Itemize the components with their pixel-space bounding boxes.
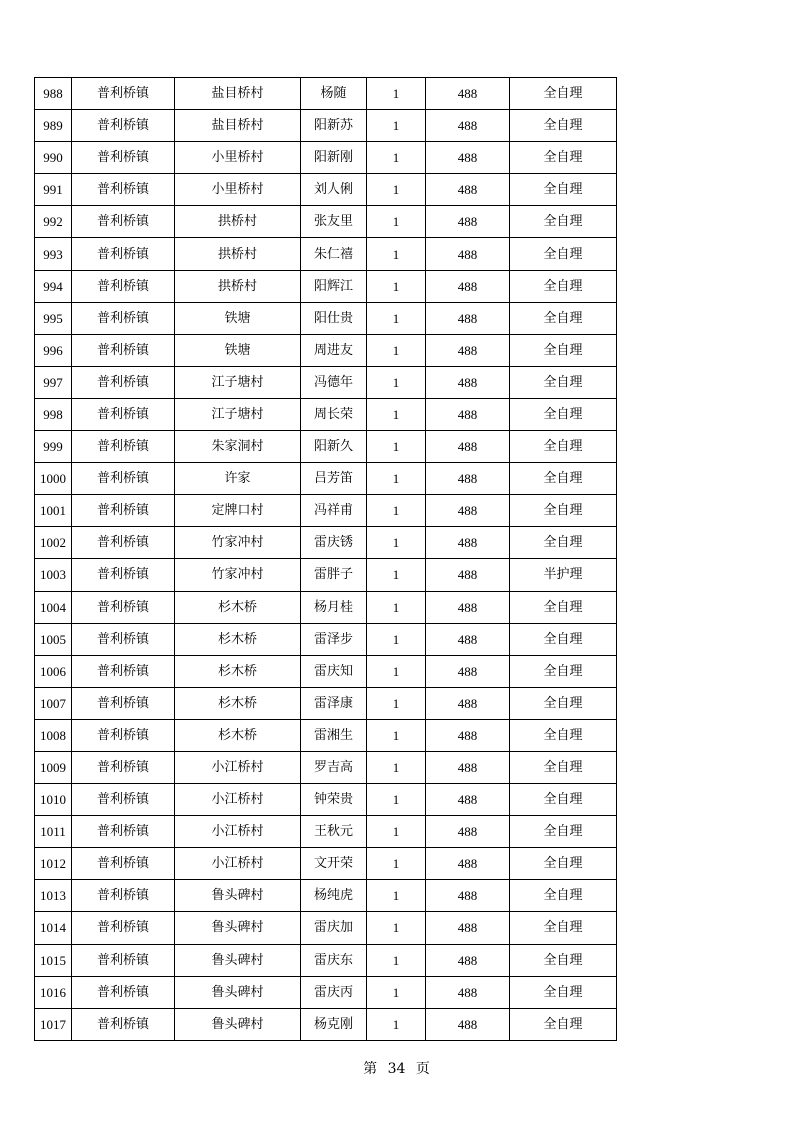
township-cell: 普利桥镇 (72, 848, 175, 880)
care-type-cell: 全自理 (510, 719, 617, 751)
township-cell: 普利桥镇 (72, 944, 175, 976)
row-index-cell: 1014 (35, 912, 72, 944)
care-type-cell: 全自理 (510, 687, 617, 719)
name-cell: 杨月桂 (301, 591, 367, 623)
row-index-cell: 999 (35, 431, 72, 463)
township-cell: 普利桥镇 (72, 431, 175, 463)
amount-cell: 488 (426, 687, 510, 719)
village-cell: 竹家冲村 (175, 559, 301, 591)
amount-cell: 488 (426, 591, 510, 623)
table-row (35, 142, 617, 174)
row-index-cell: 1016 (35, 976, 72, 1008)
name-cell: 冯德年 (301, 366, 367, 398)
count-cell: 1 (367, 751, 426, 783)
village-cell: 鲁头碑村 (175, 880, 301, 912)
name-cell: 冯祥甫 (301, 495, 367, 527)
township-cell: 普利桥镇 (72, 366, 175, 398)
row-index-cell: 1006 (35, 655, 72, 687)
name-cell: 王秋元 (301, 816, 367, 848)
village-cell: 杉木桥 (175, 623, 301, 655)
name-cell: 雷湘生 (301, 719, 367, 751)
care-type-cell: 全自理 (510, 366, 617, 398)
village-cell: 许家 (175, 463, 301, 495)
name-cell: 杨随 (301, 78, 367, 110)
table-row (35, 270, 617, 302)
village-cell: 铁塘 (175, 302, 301, 334)
township-cell: 普利桥镇 (72, 1008, 175, 1040)
table-row (35, 848, 617, 880)
name-cell: 阳仕贵 (301, 302, 367, 334)
count-cell: 1 (367, 912, 426, 944)
table-row (35, 495, 617, 527)
amount-cell: 488 (426, 142, 510, 174)
row-index-cell: 990 (35, 142, 72, 174)
name-cell: 雷庆东 (301, 944, 367, 976)
footer-suffix: 页 (415, 1061, 430, 1077)
count-cell: 1 (367, 238, 426, 270)
township-cell: 普利桥镇 (72, 880, 175, 912)
row-index-cell: 1010 (35, 784, 72, 816)
amount-cell: 488 (426, 527, 510, 559)
table-row (35, 912, 617, 944)
count-cell: 1 (367, 880, 426, 912)
amount-cell: 488 (426, 880, 510, 912)
count-cell: 1 (367, 591, 426, 623)
township-cell: 普利桥镇 (72, 78, 175, 110)
table-row (35, 463, 617, 495)
amount-cell: 488 (426, 174, 510, 206)
care-type-cell: 半护理 (510, 559, 617, 591)
table-body (35, 78, 617, 1041)
table-row (35, 174, 617, 206)
table-row (35, 559, 617, 591)
township-cell: 普利桥镇 (72, 751, 175, 783)
care-type-cell: 全自理 (510, 174, 617, 206)
village-cell: 小江桥村 (175, 816, 301, 848)
care-type-cell: 全自理 (510, 527, 617, 559)
name-cell: 雷泽康 (301, 687, 367, 719)
row-index-cell: 993 (35, 238, 72, 270)
amount-cell: 488 (426, 495, 510, 527)
village-cell: 盐目桥村 (175, 78, 301, 110)
count-cell: 1 (367, 623, 426, 655)
village-cell: 江子塘村 (175, 398, 301, 430)
table-row (35, 527, 617, 559)
name-cell: 朱仁禧 (301, 238, 367, 270)
row-index-cell: 998 (35, 398, 72, 430)
care-type-cell: 全自理 (510, 334, 617, 366)
table-row (35, 880, 617, 912)
count-cell: 1 (367, 302, 426, 334)
village-cell: 小江桥村 (175, 848, 301, 880)
amount-cell: 488 (426, 912, 510, 944)
village-cell: 鲁头碑村 (175, 976, 301, 1008)
row-index-cell: 996 (35, 334, 72, 366)
row-index-cell: 1007 (35, 687, 72, 719)
amount-cell: 488 (426, 78, 510, 110)
count-cell: 1 (367, 78, 426, 110)
row-index-cell: 1013 (35, 880, 72, 912)
township-cell: 普利桥镇 (72, 719, 175, 751)
row-index-cell: 1000 (35, 463, 72, 495)
name-cell: 雷胖子 (301, 559, 367, 591)
count-cell: 1 (367, 463, 426, 495)
amount-cell: 488 (426, 270, 510, 302)
table-row (35, 206, 617, 238)
count-cell: 1 (367, 527, 426, 559)
row-index-cell: 1011 (35, 816, 72, 848)
name-cell: 雷泽步 (301, 623, 367, 655)
name-cell: 罗吉高 (301, 751, 367, 783)
count-cell: 1 (367, 559, 426, 591)
township-cell: 普利桥镇 (72, 142, 175, 174)
township-cell: 普利桥镇 (72, 174, 175, 206)
township-cell: 普利桥镇 (72, 302, 175, 334)
row-index-cell: 989 (35, 110, 72, 142)
name-cell: 雷庆丙 (301, 976, 367, 1008)
table-row (35, 976, 617, 1008)
township-cell: 普利桥镇 (72, 623, 175, 655)
village-cell: 杉木桥 (175, 655, 301, 687)
table-row (35, 431, 617, 463)
table-row (35, 719, 617, 751)
village-cell: 小里桥村 (175, 142, 301, 174)
row-index-cell: 1004 (35, 591, 72, 623)
count-cell: 1 (367, 366, 426, 398)
table-row (35, 816, 617, 848)
row-index-cell: 1017 (35, 1008, 72, 1040)
village-cell: 小里桥村 (175, 174, 301, 206)
count-cell: 1 (367, 816, 426, 848)
village-cell: 杉木桥 (175, 719, 301, 751)
amount-cell: 488 (426, 431, 510, 463)
amount-cell: 488 (426, 751, 510, 783)
count-cell: 1 (367, 334, 426, 366)
care-type-cell: 全自理 (510, 495, 617, 527)
village-cell: 杉木桥 (175, 687, 301, 719)
village-cell: 鲁头碑村 (175, 944, 301, 976)
amount-cell: 488 (426, 463, 510, 495)
village-cell: 铁塘 (175, 334, 301, 366)
township-cell: 普利桥镇 (72, 527, 175, 559)
township-cell: 普利桥镇 (72, 334, 175, 366)
table-row (35, 334, 617, 366)
row-index-cell: 1015 (35, 944, 72, 976)
care-type-cell: 全自理 (510, 431, 617, 463)
table-row (35, 366, 617, 398)
table-row (35, 784, 617, 816)
name-cell: 雷庆锈 (301, 527, 367, 559)
care-type-cell: 全自理 (510, 976, 617, 1008)
township-cell: 普利桥镇 (72, 398, 175, 430)
name-cell: 阳新久 (301, 431, 367, 463)
row-index-cell: 991 (35, 174, 72, 206)
care-type-cell: 全自理 (510, 848, 617, 880)
table-row (35, 655, 617, 687)
care-type-cell: 全自理 (510, 110, 617, 142)
name-cell: 刘人俐 (301, 174, 367, 206)
township-cell: 普利桥镇 (72, 270, 175, 302)
amount-cell: 488 (426, 784, 510, 816)
row-index-cell: 1002 (35, 527, 72, 559)
footer-prefix: 第 (363, 1061, 378, 1077)
count-cell: 1 (367, 1008, 426, 1040)
village-cell: 鲁头碑村 (175, 1008, 301, 1040)
count-cell: 1 (367, 655, 426, 687)
care-type-cell: 全自理 (510, 206, 617, 238)
township-cell: 普利桥镇 (72, 206, 175, 238)
count-cell: 1 (367, 431, 426, 463)
amount-cell: 488 (426, 816, 510, 848)
care-type-cell: 全自理 (510, 302, 617, 334)
count-cell: 1 (367, 174, 426, 206)
row-index-cell: 997 (35, 366, 72, 398)
name-cell: 雷庆知 (301, 655, 367, 687)
table-row (35, 687, 617, 719)
care-type-cell: 全自理 (510, 816, 617, 848)
table-row (35, 78, 617, 110)
row-index-cell: 1003 (35, 559, 72, 591)
count-cell: 1 (367, 976, 426, 1008)
township-cell: 普利桥镇 (72, 912, 175, 944)
village-cell: 拱桥村 (175, 270, 301, 302)
name-cell: 杨克刚 (301, 1008, 367, 1040)
amount-cell: 488 (426, 398, 510, 430)
page-footer (0, 1058, 793, 1078)
amount-cell: 488 (426, 238, 510, 270)
name-cell: 文开荣 (301, 848, 367, 880)
row-index-cell: 988 (35, 78, 72, 110)
amount-cell: 488 (426, 719, 510, 751)
care-type-cell: 全自理 (510, 591, 617, 623)
amount-cell: 488 (426, 944, 510, 976)
township-cell: 普利桥镇 (72, 495, 175, 527)
count-cell: 1 (367, 784, 426, 816)
count-cell: 1 (367, 270, 426, 302)
table-row (35, 398, 617, 430)
amount-cell: 488 (426, 655, 510, 687)
township-cell: 普利桥镇 (72, 463, 175, 495)
care-type-cell: 全自理 (510, 880, 617, 912)
row-index-cell: 1001 (35, 495, 72, 527)
table-row (35, 1008, 617, 1040)
name-cell: 阳新苏 (301, 110, 367, 142)
care-type-cell: 全自理 (510, 751, 617, 783)
name-cell: 杨纯虎 (301, 880, 367, 912)
care-type-cell: 全自理 (510, 944, 617, 976)
count-cell: 1 (367, 944, 426, 976)
data-table-container (34, 77, 617, 1041)
row-index-cell: 1012 (35, 848, 72, 880)
name-cell: 钟荣贵 (301, 784, 367, 816)
page-number: 34 (387, 1061, 406, 1077)
village-cell: 拱桥村 (175, 238, 301, 270)
care-type-cell: 全自理 (510, 623, 617, 655)
amount-cell: 488 (426, 334, 510, 366)
township-cell: 普利桥镇 (72, 687, 175, 719)
name-cell: 周进友 (301, 334, 367, 366)
count-cell: 1 (367, 398, 426, 430)
care-type-cell: 全自理 (510, 912, 617, 944)
count-cell: 1 (367, 206, 426, 238)
row-index-cell: 995 (35, 302, 72, 334)
table-row (35, 591, 617, 623)
name-cell: 吕芳笛 (301, 463, 367, 495)
table-row (35, 751, 617, 783)
amount-cell: 488 (426, 366, 510, 398)
row-index-cell: 1005 (35, 623, 72, 655)
village-cell: 盐目桥村 (175, 110, 301, 142)
data-table (34, 77, 617, 1041)
township-cell: 普利桥镇 (72, 559, 175, 591)
township-cell: 普利桥镇 (72, 591, 175, 623)
name-cell: 阳新刚 (301, 142, 367, 174)
table-row (35, 302, 617, 334)
village-cell: 江子塘村 (175, 366, 301, 398)
care-type-cell: 全自理 (510, 784, 617, 816)
village-cell: 小江桥村 (175, 751, 301, 783)
amount-cell: 488 (426, 206, 510, 238)
amount-cell: 488 (426, 302, 510, 334)
care-type-cell: 全自理 (510, 238, 617, 270)
care-type-cell: 全自理 (510, 142, 617, 174)
township-cell: 普利桥镇 (72, 655, 175, 687)
amount-cell: 488 (426, 1008, 510, 1040)
care-type-cell: 全自理 (510, 398, 617, 430)
village-cell: 竹家冲村 (175, 527, 301, 559)
care-type-cell: 全自理 (510, 270, 617, 302)
count-cell: 1 (367, 495, 426, 527)
village-cell: 定牌口村 (175, 495, 301, 527)
count-cell: 1 (367, 719, 426, 751)
amount-cell: 488 (426, 110, 510, 142)
township-cell: 普利桥镇 (72, 110, 175, 142)
care-type-cell: 全自理 (510, 78, 617, 110)
row-index-cell: 1009 (35, 751, 72, 783)
name-cell: 张友里 (301, 206, 367, 238)
village-cell: 杉木桥 (175, 591, 301, 623)
table-row (35, 944, 617, 976)
village-cell: 小江桥村 (175, 784, 301, 816)
township-cell: 普利桥镇 (72, 784, 175, 816)
amount-cell: 488 (426, 559, 510, 591)
count-cell: 1 (367, 687, 426, 719)
count-cell: 1 (367, 110, 426, 142)
township-cell: 普利桥镇 (72, 816, 175, 848)
amount-cell: 488 (426, 848, 510, 880)
table-row (35, 623, 617, 655)
table-row (35, 110, 617, 142)
count-cell: 1 (367, 142, 426, 174)
village-cell: 朱家洞村 (175, 431, 301, 463)
name-cell: 阳辉江 (301, 270, 367, 302)
row-index-cell: 992 (35, 206, 72, 238)
name-cell: 雷庆加 (301, 912, 367, 944)
row-index-cell: 1008 (35, 719, 72, 751)
care-type-cell: 全自理 (510, 463, 617, 495)
amount-cell: 488 (426, 976, 510, 1008)
village-cell: 拱桥村 (175, 206, 301, 238)
amount-cell: 488 (426, 623, 510, 655)
care-type-cell: 全自理 (510, 655, 617, 687)
village-cell: 鲁头碑村 (175, 912, 301, 944)
count-cell: 1 (367, 848, 426, 880)
row-index-cell: 994 (35, 270, 72, 302)
township-cell: 普利桥镇 (72, 976, 175, 1008)
township-cell: 普利桥镇 (72, 238, 175, 270)
care-type-cell: 全自理 (510, 1008, 617, 1040)
name-cell: 周长荣 (301, 398, 367, 430)
table-row (35, 238, 617, 270)
